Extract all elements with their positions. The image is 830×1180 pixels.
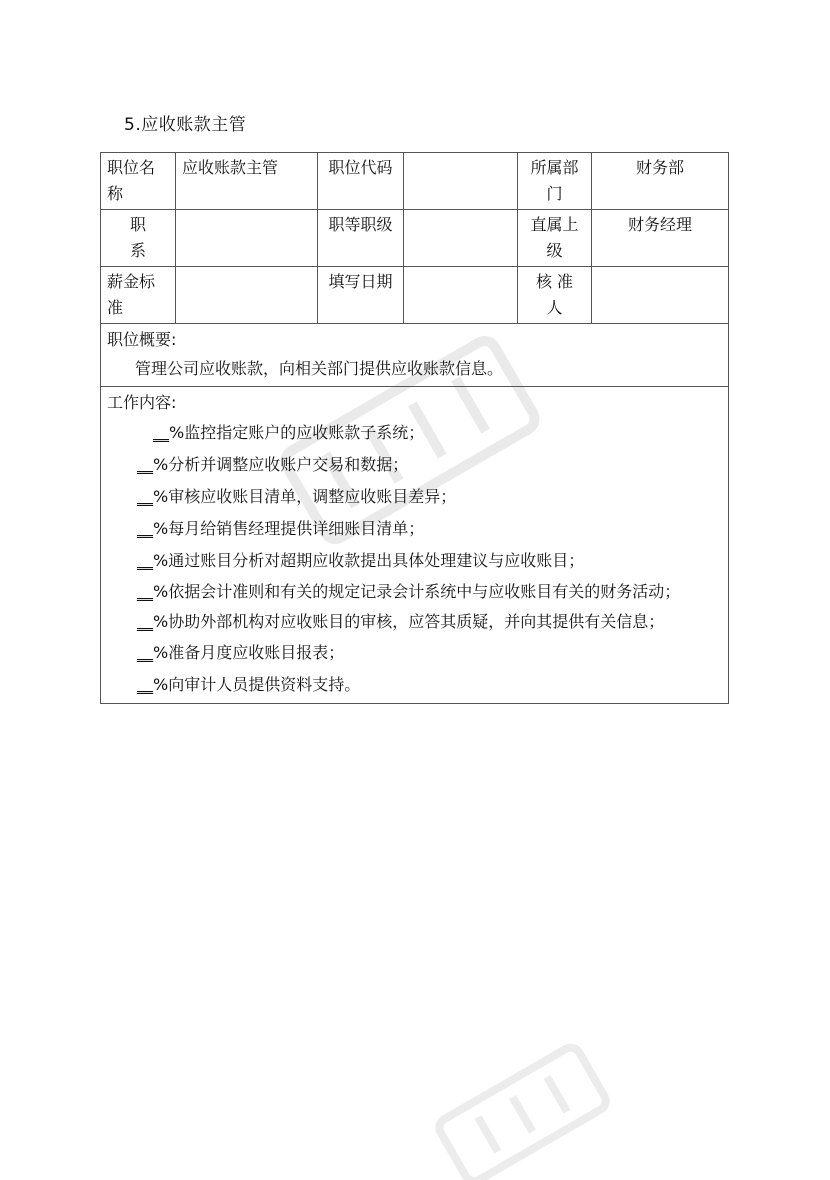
label-position-code: 职位代码 [318, 153, 404, 210]
work-item [107, 449, 722, 481]
label-fill-date: 填写日期 [318, 267, 404, 324]
work-item-text: %每月给销售经理提供详细账目清单； [153, 519, 425, 538]
work-item-blank: __ [137, 643, 153, 662]
work-item [107, 481, 722, 513]
work-cell [101, 387, 729, 704]
work-item-blank: __ [137, 675, 153, 694]
label-job-grade: 职等职级 [318, 210, 404, 267]
value-supervisor: 财务经理 [592, 210, 729, 267]
work-item-text: %分析并调整应收账户交易和数据； [153, 455, 409, 474]
work-title: 工作内容: [107, 393, 177, 412]
work-item-blank: __ [137, 519, 153, 538]
work-row [101, 387, 729, 704]
label-job-family: 职 系 [101, 210, 176, 267]
work-item [107, 669, 722, 701]
label-approver: 核 准 人 [518, 267, 592, 324]
watermark-logo-bottom [420, 1040, 620, 1180]
value-salary-standard [176, 267, 318, 324]
work-item [107, 637, 722, 669]
work-item-blank: __ [137, 487, 153, 506]
value-job-grade [404, 210, 518, 267]
label-salary-standard: 薪金标准 [101, 267, 176, 324]
work-item-text: %审核应收账目清单，调整应收账目差异； [153, 487, 457, 506]
info-row [101, 210, 729, 267]
work-item-text: %监控指定账户的应收账款子系统； [169, 423, 425, 442]
work-item-blank: __ [137, 612, 153, 631]
summary-text: 管理公司应收账款，向相关部门提供应收账款信息。 [135, 359, 504, 378]
work-item [107, 607, 722, 637]
value-approver [592, 267, 729, 324]
info-row [101, 153, 729, 210]
info-row [101, 267, 729, 324]
summary-row [101, 324, 729, 387]
value-position-code [404, 153, 518, 210]
work-item-blank: __ [153, 423, 169, 442]
page-heading: 5.应收账款主管 [124, 115, 247, 135]
summary-title: 职位概要: [107, 330, 177, 349]
job-description-table [100, 152, 729, 704]
work-item-text: %准备月度应收账目报表； [153, 643, 345, 662]
label-position-name: 职位名称 [101, 153, 176, 210]
work-item [107, 577, 722, 607]
work-item-text: %协助外部机构对应收账目的审核，应答其质疑，并向其提供有关信息； [153, 612, 665, 631]
work-item [107, 513, 722, 545]
work-item-blank: __ [137, 582, 153, 601]
value-department: 财务部 [592, 153, 729, 210]
work-item [107, 545, 722, 577]
work-item-text: %依据会计准则和有关的规定记录会计系统中与应收账目有关的财务活动； [153, 582, 681, 601]
work-item-text: %通过账目分析对超期应收款提出具体处理建议与应收账目； [153, 551, 585, 570]
value-fill-date [404, 267, 518, 324]
work-item-blank: __ [137, 455, 153, 474]
work-item [107, 417, 722, 449]
label-supervisor: 直属上级 [518, 210, 592, 267]
work-item-blank: __ [137, 551, 153, 570]
work-item-text: %向审计人员提供资料支持。 [153, 675, 361, 694]
label-department: 所属部门 [518, 153, 592, 210]
value-position-name: 应收账款主管 [176, 153, 318, 210]
value-job-family [176, 210, 318, 267]
summary-cell [101, 324, 729, 387]
